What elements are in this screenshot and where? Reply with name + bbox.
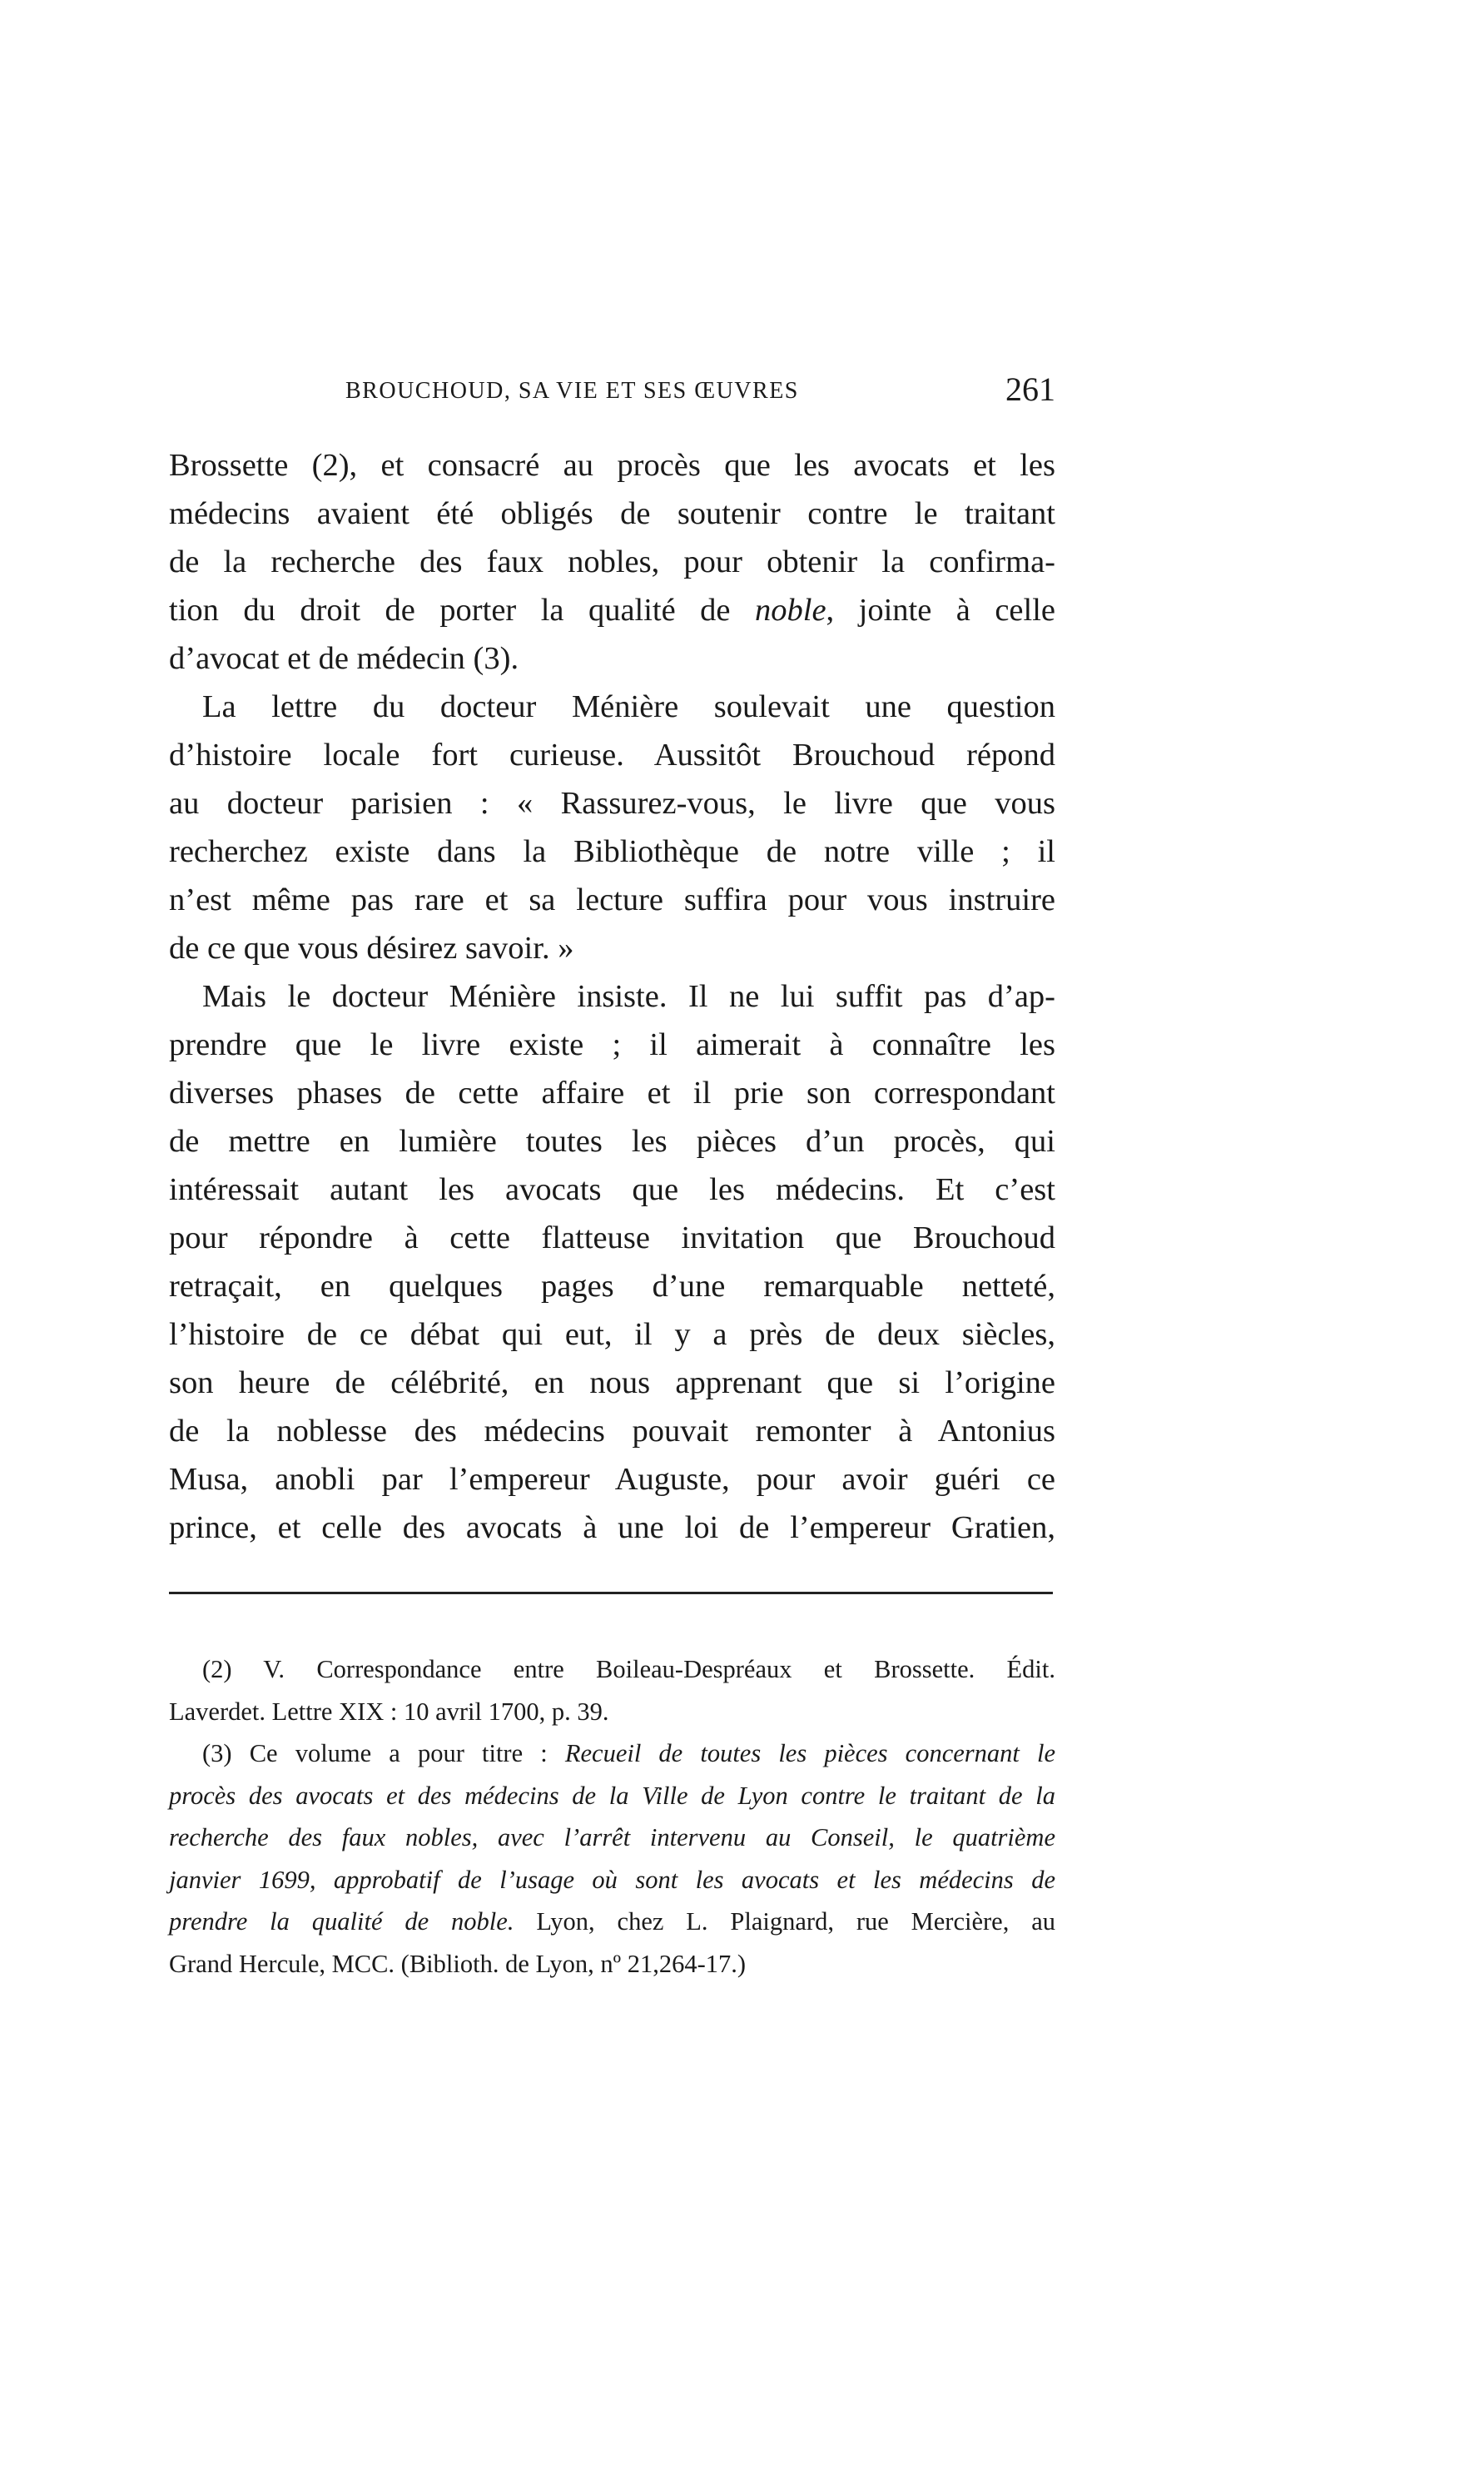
footnote-line: [169, 1901, 1055, 1943]
footnote-line: [169, 1943, 1055, 1986]
text-segment: retraçait, en quelques pages d’une remarquable netteté,: [169, 1269, 1055, 1304]
footnote-rule: [169, 1592, 1053, 1594]
text-line: [169, 1310, 1055, 1359]
text-line: [169, 1069, 1055, 1117]
text-segment: l’histoire de ce débat qui eut, il y a près de deux siècles,: [169, 1317, 1055, 1352]
text-line: [169, 683, 1055, 731]
body-text: [169, 441, 1055, 1552]
text-segment: , jointe à celle: [826, 593, 1055, 628]
italic-text: procès des avocats et des médecins de la Ville de Lyon contre le traitant de la: [169, 1781, 1055, 1810]
text-segment: La lettre du docteur Ménière soulevait une question: [202, 689, 1055, 724]
text-line: [169, 1165, 1055, 1214]
text-segment: intéressait autant les avocats que les médecins. Et c’est: [169, 1172, 1055, 1207]
italic-text: Recueil de toutes les pièces concernant le: [564, 1739, 1056, 1767]
text-segment: d’histoire locale fort curieuse. Aussitôt Brouchoud répond: [169, 738, 1055, 773]
page-header: [169, 370, 1055, 415]
text-line: [169, 1214, 1055, 1262]
italic-text: janvier 1699, approbatif de l’usage où sont les avocats et les médecins de: [169, 1865, 1055, 1894]
footnote-line: [169, 1732, 1055, 1775]
text-segment: de ce que vous désirez savoir. »: [169, 931, 574, 966]
italic-text: recherche des faux nobles, avec l’arrêt intervenu au Conseil, le quatrième: [169, 1823, 1055, 1851]
text-line: [169, 972, 1055, 1021]
text-segment: Grand Hercule, MCC. (Biblioth. de Lyon, nº 21,264-17.): [169, 1949, 747, 1978]
footnote-line: [169, 1859, 1055, 1901]
text-segment: de la recherche des faux nobles, pour obtenir la confirma-: [169, 544, 1055, 579]
text-segment: pour répondre à cette flatteuse invitation que Brouchoud: [169, 1220, 1055, 1255]
text-segment: Laverdet. Lettre XIX : 10 avril 1700, p. 39.: [169, 1697, 609, 1726]
text-segment: d’avocat et de médecin (3).: [169, 641, 519, 676]
text-segment: Mais le docteur Ménière insiste. Il ne lui suffit pas d’ap-: [202, 979, 1055, 1014]
text-segment: prince, et celle des avocats à une loi de l’empereur Gratien,: [169, 1510, 1055, 1545]
page-number: 261: [1005, 370, 1055, 408]
text-segment: tion du droit de porter la qualité de: [169, 593, 755, 628]
text-line: [169, 538, 1055, 586]
text-line: [169, 1359, 1055, 1407]
text-line: [169, 876, 1055, 924]
text-line: [169, 924, 1055, 972]
text-line: [169, 731, 1055, 779]
text-segment: diverses phases de cette affaire et il prie son correspondant: [169, 1076, 1055, 1111]
text-line: [169, 490, 1055, 538]
text-line: [169, 1021, 1055, 1069]
text-segment: prendre que le livre existe ; il aimerait à connaître les: [169, 1027, 1055, 1062]
text-line: [169, 1455, 1055, 1503]
text-line: [169, 828, 1055, 876]
text-segment: médecins avaient été obligés de soutenir contre le traitant: [169, 496, 1055, 531]
text-line: [169, 634, 1055, 683]
text-segment: de la noblesse des médecins pouvait remonter à Antonius: [169, 1414, 1055, 1449]
text-segment: au docteur parisien : « Rassurez-vous, le livre que vous: [169, 786, 1055, 821]
text-segment: (3) Ce volume a pour titre :: [202, 1739, 565, 1767]
text-segment: (2) V. Correspondance entre Boileau-Despréaux et Brossette. Édit.: [202, 1655, 1055, 1683]
text-segment: son heure de célébrité, en nous apprenant que si l’origine: [169, 1365, 1055, 1400]
text-line: [169, 586, 1055, 634]
footnote-line: [169, 1691, 1055, 1733]
footnote-line: [169, 1648, 1055, 1691]
text-line: [169, 441, 1055, 490]
text-line: [169, 1407, 1055, 1455]
text-segment: n’est même pas rare et sa lecture suffira pour vous instruire: [169, 882, 1055, 917]
italic-text: noble: [755, 593, 826, 628]
text-segment: de mettre en lumière toutes les pièces d’un procès, qui: [169, 1124, 1055, 1159]
text-line: [169, 1262, 1055, 1310]
text-line: [169, 1117, 1055, 1165]
running-title: BROUCHOUD, SA VIE ET SES ŒUVRES: [345, 378, 799, 404]
footnote-line: [169, 1817, 1055, 1859]
footnote-line: [169, 1775, 1055, 1817]
footnotes: [169, 1648, 1055, 1985]
text-segment: Brossette (2), et consacré au procès que les avocats et les: [169, 448, 1055, 483]
text-segment: recherchez existe dans la Bibliothèque de notre ville ; il: [169, 834, 1055, 869]
text-segment: Musa, anobli par l’empereur Auguste, pour avoir guéri ce: [169, 1462, 1055, 1497]
text-segment: Lyon, chez L. Plaignard, rue Mercière, au: [514, 1907, 1056, 1936]
text-line: [169, 779, 1055, 828]
italic-text: prendre la qualité de noble.: [169, 1907, 514, 1936]
text-line: [169, 1503, 1055, 1552]
